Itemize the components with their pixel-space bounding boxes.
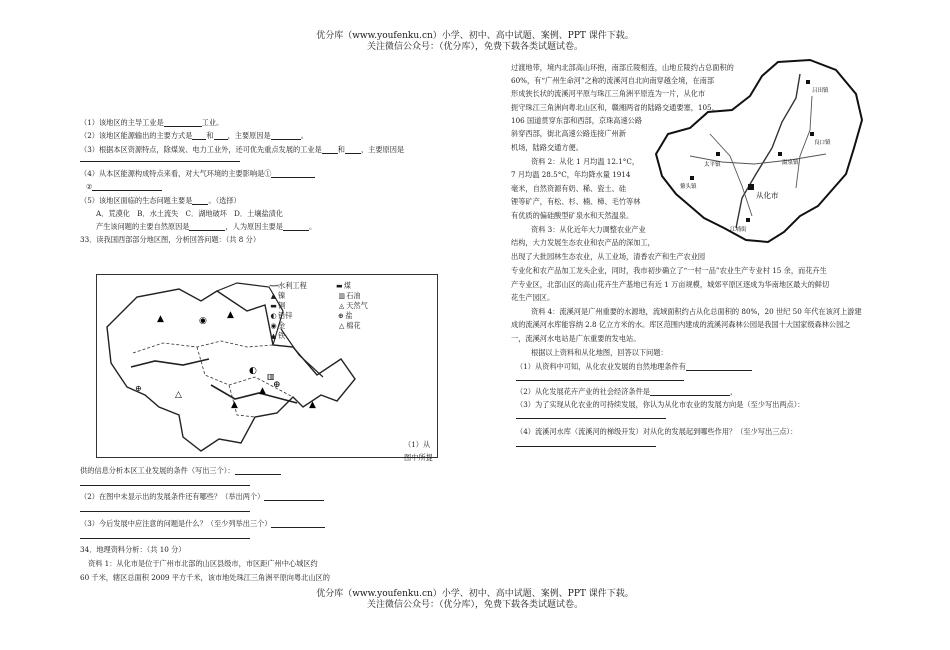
- question-34-3: （3）为了实现从化农业的可持续发展，你认为从化市农业的发展方向是（至少写出两点）：: [516, 400, 805, 409]
- legend-row: ◐铅锌 ⊕ 盐: [270, 311, 353, 320]
- header-line-1: 优分库（www.youfenku.cn）小学、初中、高中试题、案例、PPT 课件下载。: [316, 31, 634, 41]
- material-text-line: 资料 2：从化 1 月均温 12.1°C，: [531, 157, 640, 166]
- legend-row: ◉金 △ 棉花: [270, 321, 361, 330]
- question-33-2: （2）在图中未显示出的发展条件还有哪些？（举出两个）: [80, 492, 324, 501]
- legend-row: ▲ 镍 ▥石油: [270, 291, 361, 300]
- question-32-3: （3）根据本区资源特点，除煤炭、电力工业外，还可优先重点发展的工业是 和 ，主要原因是: [80, 145, 405, 154]
- answer-line[interactable]: [80, 161, 240, 162]
- question-32-1: （1）该地区的主导工业是 工业。: [80, 118, 224, 127]
- question-32-2: （2）该地区能源输出的主要方式是 和 ，主要原因是 。: [80, 131, 308, 140]
- material-text-line: 锂等矿产，有松、杉、楠、樟、毛竹等林: [511, 197, 641, 206]
- iron-icon: ▲: [270, 332, 277, 340]
- map-symbol: ▲: [227, 310, 234, 320]
- answer-line[interactable]: [80, 485, 250, 486]
- material-text-line: 过渡地带，境内北部高山环抱，南部丘陵相连，山地丘陵约占总面积的: [511, 63, 734, 72]
- question-32-5-cause: 产生该问题的主要自然原因是 ，人为原因主要是 。: [96, 222, 317, 231]
- material-1-a: 资料 1：从化市是位于广州市北部的山区县级市，市区距广州中心城区约: [88, 559, 318, 568]
- answer-blank[interactable]: [650, 387, 730, 396]
- legend-row: ▬铜 ◬ 天然气: [270, 301, 368, 310]
- western-china-map-svg: [97, 275, 437, 457]
- inner-border: [133, 341, 273, 353]
- answer-blank[interactable]: [192, 196, 208, 205]
- western-china-map: [96, 274, 438, 458]
- legend-row: ⟿水利工程 ▬煤: [269, 281, 351, 290]
- natural-gas-icon: ◬: [339, 302, 345, 310]
- answer-line[interactable]: [516, 418, 666, 419]
- material-text-line: 资料 4：流溪河是广州重要的水源地，流域面积约占从化总面积的 80%，20 世纪 50 年代在该河上游建: [531, 307, 862, 316]
- map-symbol: ⊕: [273, 380, 281, 390]
- material-1-b: 60 千米，辖区总面积 2009 平方千米，该市地处珠江三角洲平原向粤北山区的: [80, 573, 330, 582]
- water-conservancy-icon: ⟿: [269, 282, 280, 290]
- material-text-line: 成的流溪河水库能容纳 2.8 亿立方米的水。库区范围内建成的流溪河森林公园是我国十大国家级森林公园之: [511, 320, 851, 329]
- answer-blank[interactable]: [92, 182, 162, 191]
- question-33-title: 33．读我国西部部分地区图，分析回答问题：（共 8 分）: [80, 235, 261, 244]
- question-33-side-1: （1）从: [404, 440, 431, 449]
- page-header: [0, 31, 950, 53]
- answer-blank[interactable]: [322, 145, 338, 154]
- river-line: [131, 359, 209, 367]
- nickel-icon: ▲: [270, 292, 277, 300]
- page-footer: [0, 589, 950, 611]
- map-symbol: ▲: [157, 314, 164, 324]
- town-label: 吕田镇: [812, 88, 829, 94]
- town-label: 江埔街: [730, 227, 747, 233]
- answer-line[interactable]: [80, 538, 250, 539]
- answer-blank[interactable]: [189, 222, 225, 231]
- material-text-line: 有优质的偏硅酸型矿泉水和天然温泉。: [511, 211, 634, 220]
- legend-row: ▲ 铁: [270, 331, 286, 340]
- map-symbol: ▥: [267, 372, 275, 381]
- town-label: 温泉镇: [782, 160, 799, 166]
- material-text-line: 根据以上资料和从化地图，回答以下问题：: [531, 348, 668, 357]
- question-34-2: （2）从化发展花卉产业的社会经济条件是 ，: [516, 387, 738, 396]
- answer-blank[interactable]: [235, 466, 281, 475]
- answer-blank[interactable]: [192, 131, 206, 140]
- material-text-line: 产专业区，北部山区的高山花卉生产基地已有近 1 万亩规模，城郊平原区逐成为华南地区最大的鲜切: [511, 280, 830, 289]
- answer-blank[interactable]: [283, 222, 309, 231]
- material-text-line: 结构，大力发展生态农业和农产品的深加工，: [511, 238, 655, 247]
- material-text-line: 专业化和农产品加工龙头企业，同时，我市初步确立了“一村一品”农业生产专业村 15 余，而花卉生: [511, 266, 827, 275]
- town-label: 良口镇: [814, 140, 831, 146]
- conghua-boundary: [656, 60, 862, 242]
- material-text-line: 花生产园区。: [511, 293, 555, 302]
- question-33-3: （3）今后发展中应注意的问题是什么？（至少列举出三个）: [80, 519, 325, 528]
- city-label: 从化市: [756, 191, 779, 200]
- copper-icon: ▬: [270, 302, 277, 310]
- map-symbol: ▲: [259, 386, 266, 396]
- answer-blank[interactable]: [345, 145, 361, 154]
- map-symbol: ▲: [309, 400, 316, 410]
- material-text-line: 一，流溪河水电站是广东重要的发电站。: [511, 334, 641, 343]
- coal-icon: ▬: [335, 282, 343, 290]
- map-symbol: ◉: [199, 316, 207, 326]
- question-32-5: （5）该地区面临的生态问题主要是 。（选择）: [80, 196, 241, 205]
- material-text-line: 7 月均温 28.5°C，年均降水量 1914: [511, 170, 631, 179]
- question-33-1: 供的信息分析本区工业发展的条件（写出三个）：: [80, 466, 281, 475]
- question-32-5-options: A．荒漠化 B．水土流失 C．湖地破坏 D．土壤盐渍化: [96, 209, 284, 218]
- question-32-4: （4）从本区能源构成特点来看，对大气环境的主要影响是①: [80, 169, 315, 178]
- answer-blank[interactable]: [164, 118, 202, 127]
- cotton-icon: △: [339, 322, 345, 330]
- answer-line[interactable]: [516, 446, 656, 447]
- material-text-line: 资料 3：从化近年大力调整农业产业: [531, 225, 646, 234]
- material-text-line: 斜穿西部，街北高速公路连接广州新: [511, 129, 627, 138]
- question-34-4: （4）流溪河水库（流溪河的梯级开发）对从化的发展起到哪些作用？（至少写出三点）：: [516, 427, 798, 436]
- map-symbol: ▲: [231, 400, 238, 410]
- conghua-map: [650, 56, 880, 246]
- answer-blank[interactable]: [264, 492, 324, 501]
- town-label: 鳌头镇: [680, 184, 697, 190]
- footer-line-1: 优分库（www.youfenku.cn）小学、初中、高中试题、案例、PPT 课件下载。: [316, 589, 634, 599]
- question-34-title: 34．地理资料分析：（共 10 分）: [80, 545, 186, 554]
- material-text-line: 机场，陆路交通方便。: [511, 143, 583, 152]
- lead-zinc-icon: ◐: [270, 312, 277, 320]
- map-symbol: ⊕: [135, 384, 142, 393]
- answer-blank[interactable]: [271, 131, 301, 140]
- salt-icon: ⊕: [337, 312, 344, 320]
- answer-blank[interactable]: [686, 362, 752, 371]
- oil-icon: ▥: [338, 292, 346, 300]
- map-legend: [269, 281, 368, 341]
- material-text-line: 出现了大批园林生态农业，从工业场，清香农产和生产农业园: [511, 252, 706, 261]
- answer-line[interactable]: [80, 511, 250, 512]
- answer-line[interactable]: [516, 380, 684, 381]
- map-symbol: ◐: [249, 366, 257, 376]
- material-text-line: 60%，有“广州生命河”之称的流溪河自北向南穿越全境，在南部: [511, 76, 715, 85]
- material-text-line: 106 国道贯穿东部和西部，京珠高速公路: [511, 116, 643, 125]
- material-text-line: 扼守珠江三角洲向粤北山区和，赣湘两省的陆路交通要塞，105、: [511, 103, 719, 112]
- answer-blank[interactable]: [271, 519, 325, 528]
- river-line: [211, 385, 297, 403]
- town-label: 太平镇: [704, 162, 721, 168]
- gold-icon: ◉: [270, 322, 277, 330]
- question-34-1: （1）从资料中可知，从化农业发展的自然地理条件有: [516, 362, 752, 371]
- question-33-side-2: 图中所提: [404, 453, 433, 462]
- answer-blank[interactable]: [271, 169, 315, 178]
- footer-line-2: 关注微信公众号：（优分库），免费下载各类试题试卷。: [366, 600, 583, 610]
- header-line-2: 关注微信公众号：（优分库），免费下载各类试题试卷。: [366, 42, 583, 52]
- material-text-line: 形成狭长状的流溪河平原与珠江三角洲平原连为一片，从化市: [511, 89, 706, 98]
- question-32-4-b: ②: [86, 182, 162, 191]
- answer-blank[interactable]: [214, 131, 228, 140]
- map-symbol: △: [175, 390, 182, 400]
- material-text-line: 毫米，自然资源有奶、稀、瓷土、硅: [511, 184, 627, 193]
